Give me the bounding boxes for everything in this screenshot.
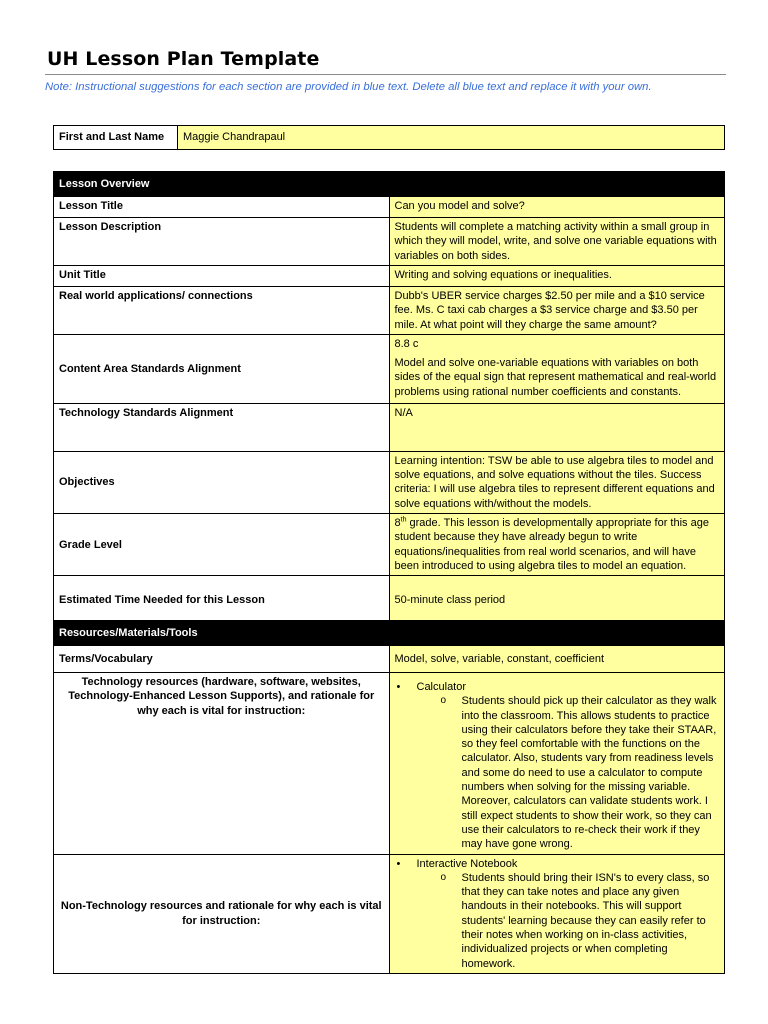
tech-resources-row	[54, 673, 725, 855]
lesson-title-row	[54, 197, 725, 218]
time-row	[54, 576, 725, 625]
unit-title-row	[54, 265, 725, 286]
content-area-label: Content Area Standards Alignment	[54, 334, 390, 403]
tech-resources-label: Technology resources (hardware, software, websites, Technology-Enhanced Lesson Supports), and rationale for why each is vital for instruction:	[54, 673, 390, 855]
terms-row	[54, 646, 725, 673]
tech-standards-label: Technology Standards Alignment	[54, 403, 390, 451]
tech-standards-row	[54, 403, 725, 451]
tech-resources-list	[395, 680, 720, 852]
resources-table	[53, 620, 725, 974]
objectives-label: Objectives	[54, 451, 390, 513]
resources-header: Resources/Materials/Tools	[54, 621, 725, 646]
tech-sub-list	[417, 694, 720, 851]
resources-header-row	[54, 621, 725, 646]
content-area-value[interactable]	[389, 334, 725, 403]
nontech-resources-list	[395, 857, 720, 971]
lesson-description-value[interactable]: Students will complete a matching activity within a small group in which they will model, write, and solve one variable equations with variables on both sides.	[389, 218, 725, 266]
lesson-description-row	[54, 218, 725, 266]
name-row	[54, 126, 725, 150]
unit-title-label: Unit Title	[54, 265, 390, 286]
content-area-row	[54, 334, 725, 403]
document-header	[45, 48, 726, 93]
real-world-label: Real world applications/ connections	[54, 286, 390, 334]
real-world-row	[54, 286, 725, 334]
list-item: o Students should pick up their calculator as they walk into the classroom. This allows students to practice using their calculators before they take their STAAR, so they feel comfortable with the functions on the calculator. Also, students vary from readiness levels and some do need to use a calculator to compute numbers when solving for the missing variable. Moreover, calculators can validate students work. I still expect students to show their work, so they can use their calculators to re-check their work if they may have gone wrong.	[462, 694, 720, 851]
grade-level-label: Grade Level	[54, 514, 390, 576]
list-item: o Students should bring their ISN's to every class, so that they can take notes and place any given handouts in their notebooks. This will support students' learning because they can easily refer to their notes when working on in-class activities, individualized projects or when completing homework.	[462, 871, 720, 971]
real-world-value[interactable]: Dubb's UBER service charges $2.50 per mile and a $10 service fee. Ms. C taxi cab charges a $3 service charge and $3.50 per mile. At what point will they charge the same amount?	[389, 286, 725, 334]
nontech-item-label: Interactive Notebook	[416, 857, 518, 870]
overview-header-row	[54, 172, 725, 197]
tech-resources-value[interactable]	[389, 673, 725, 855]
list-item	[417, 680, 720, 852]
lesson-title-label: Lesson Title	[54, 197, 390, 218]
nontech-sub-list	[417, 871, 720, 971]
overview-header: Lesson Overview	[54, 172, 725, 197]
unit-title-value[interactable]: Writing and solving equations or inequalities.	[389, 265, 725, 286]
lesson-title-value[interactable]: Can you model and solve?	[389, 197, 725, 218]
lesson-overview-table	[53, 171, 725, 625]
instruction-note: Note: Instructional suggestions for each section are provided in blue text. Delete all blue text and replace it with your own.	[45, 81, 652, 93]
tech-standards-value[interactable]: N/A	[389, 403, 725, 451]
standard-code: 8.8 c	[394, 337, 419, 350]
title-divider	[45, 74, 726, 75]
terms-value[interactable]: Model, solve, variable, constant, coefficient	[389, 646, 725, 673]
time-label: Estimated Time Needed for this Lesson	[54, 576, 390, 625]
name-table	[53, 125, 725, 150]
standard-text: Model and solve one-variable equations with variables on both sides of the equal sign that represent mathematical and real-world problems using rational number coefficients and constants.	[394, 357, 717, 398]
grade-number: 8	[394, 517, 401, 530]
grade-level-value[interactable]	[389, 514, 725, 576]
time-value[interactable]: 50-minute class period	[389, 576, 725, 625]
lesson-description-label: Lesson Description	[54, 218, 390, 266]
nontech-resources-value[interactable]	[389, 854, 725, 973]
objectives-value[interactable]: Learning intention: TSW be able to use algebra tiles to model and solve equations, and solve equations without the tiles. Success criteria: I will use algebra tiles to represent different equations and solve equations with/without the models.	[389, 451, 725, 513]
terms-label: Terms/Vocabulary	[54, 646, 390, 673]
list-item	[417, 857, 720, 971]
nontech-resources-label: Non-Technology resources and rationale for why each is vital for instruction:	[54, 854, 390, 973]
document-title: UH Lesson Plan Template	[47, 48, 320, 70]
grade-level-row	[54, 514, 725, 576]
name-value[interactable]: Maggie Chandrapaul	[178, 126, 725, 150]
nontech-resources-row	[54, 854, 725, 973]
tech-item-label: Calculator	[416, 681, 467, 693]
grade-text: grade. This lesson is developmentally appropriate for this age student because they have already begun to write equations/inequalities from real world scenarios, and will have been introduced to using algebra tiles to model an equation.	[394, 517, 709, 572]
objectives-row	[54, 451, 725, 513]
grade-suffix: th	[400, 516, 407, 524]
name-label: First and Last Name	[54, 126, 178, 150]
